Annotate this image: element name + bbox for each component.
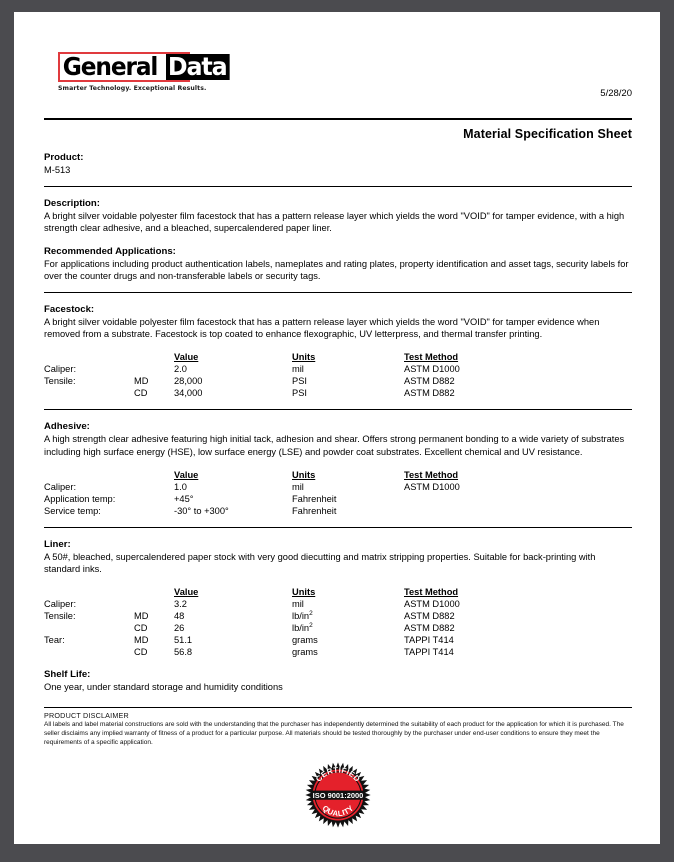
seal-top-text: CERTIFIED: [314, 765, 362, 784]
row-value: -30° to +300°: [174, 505, 229, 516]
row-test-method: ASTM D1000: [404, 364, 460, 375]
row-value: 28,000: [174, 376, 203, 387]
row-units: mil: [292, 481, 304, 492]
shelf-life-text: One year, under standard storage and humidity conditions: [44, 682, 283, 693]
col-blank-dir: [134, 469, 174, 481]
row-units: Fahrenheit: [292, 493, 337, 504]
row-units: [292, 646, 404, 658]
row-value: 34,000: [174, 388, 203, 399]
liner-table-body: [44, 598, 632, 658]
row-units-text: mil: [292, 599, 304, 610]
adhesive-table: [44, 469, 632, 517]
row-units: PSI: [292, 376, 307, 387]
disclaimer-text: All labels and label material constructions are sold with the understanding that the purchaser has independently determined the suitability of each product for the application for which it is purchased. The seller disclaims any implied warranty of fitness of a product for a particular purpose. All materials should be tested thoroughly by the purchaser under end-user conditions to ensure they meet the requirements of a specific application.: [44, 721, 624, 746]
recommended-applications-text: For applications including product authentication labels, nameplates and rating plates, property identification and asset tags, security labels for over the counter drugs and non-transferable labels or security tags.: [44, 258, 629, 281]
row-units-text: grams: [292, 635, 318, 646]
row-label: Caliper:: [44, 364, 77, 375]
section-shelf-life: [44, 669, 632, 693]
page-title: Material Specification Sheet: [463, 127, 632, 141]
row-value: 26: [174, 623, 185, 634]
seal-center-text: ISO 9001:2000: [312, 791, 364, 801]
section-product: [44, 152, 632, 176]
liner-heading: Liner:: [44, 538, 71, 550]
row-units: [292, 598, 404, 610]
row-direction: MD: [134, 376, 149, 387]
row-value: +45°: [174, 493, 194, 504]
row-test-method: ASTM D882: [404, 388, 455, 399]
product-value: M-513: [44, 165, 71, 175]
divider-after-adhesive: [44, 527, 632, 528]
liner-text: A 50#, bleached, supercalendered paper stock with very good diecutting and matrix stripping properties. Suitable for back-printing with standard inks.: [44, 551, 596, 575]
row-value: 48: [174, 611, 185, 622]
divider-after-applications: [44, 292, 632, 293]
iso-certification-seal-icon: [304, 761, 372, 829]
row-test-method: ASTM D1000: [404, 481, 460, 492]
logo-box: [58, 52, 227, 82]
row-label: [44, 622, 134, 634]
row-direction: [134, 481, 174, 493]
row-direction: MD: [134, 635, 149, 646]
logo-text-general: General: [60, 54, 158, 80]
table-row: [44, 493, 632, 505]
seal-graphic: [304, 761, 372, 829]
table-row: [44, 622, 632, 634]
shelf-life-heading: Shelf Life:: [44, 669, 91, 681]
table-header-row: [44, 586, 632, 598]
document-page: [14, 12, 660, 844]
row-test-method: ASTM D882: [404, 611, 455, 622]
row-test-method: ASTM D1000: [404, 599, 460, 610]
document-content: [44, 42, 632, 829]
section-facestock: [44, 304, 632, 399]
row-label: Caliper:: [44, 599, 77, 610]
section-description: [44, 198, 632, 234]
logo-tagline: Smarter Technology. Exceptional Results.: [58, 85, 207, 92]
table-row: [44, 505, 632, 517]
col-blank: [44, 351, 134, 363]
document-date: 5/28/20: [600, 88, 632, 99]
certification-seal-container: [44, 761, 632, 829]
product-heading: Product:: [44, 152, 84, 163]
description-heading: Description:: [44, 198, 100, 210]
row-value: 3.2: [174, 599, 187, 610]
divider-after-facestock: [44, 409, 632, 410]
logo-text-data: Data: [166, 54, 229, 80]
table-row: [44, 610, 632, 622]
divider-after-product: [44, 186, 632, 187]
row-units: [292, 610, 404, 622]
col-test-method: Test Method: [404, 469, 459, 480]
row-direction: [134, 493, 174, 505]
col-test-method: Test Method: [404, 352, 459, 363]
company-logo: [58, 52, 227, 92]
recommended-applications-heading: Recommended Applications:: [44, 245, 176, 257]
col-value: Value: [174, 587, 199, 598]
disclaimer-title: PRODUCT DISCLAIMER: [44, 711, 129, 721]
table-row: [44, 634, 632, 646]
col-units: Units: [292, 352, 316, 363]
col-blank: [44, 586, 134, 598]
facestock-table-body: [44, 363, 632, 399]
table-row: [44, 363, 632, 375]
row-value: 1.0: [174, 481, 187, 492]
row-label: Tensile:: [44, 611, 76, 622]
liner-table: [44, 586, 632, 658]
row-test-method: TAPPI T414: [404, 635, 454, 646]
row-direction: [134, 363, 174, 375]
document-header: [44, 42, 632, 112]
adhesive-table-body: [44, 481, 632, 517]
facestock-text: A bright silver voidable polyester film facestock that has a pattern release layer which yields the word "VOID" for tamper evidence when removed from a substrate. Facestock is top coated to enhance flexographic, UV letterpress, and thermal transfer printing.: [44, 317, 600, 340]
adhesive-text: A high strength clear adhesive featuring high initial tack, adhesion and shear. Offers strong permanent bonding to a wide variety of substrates including high surface energy (HSE), low surface energy (LSE) and powder coat substrates. Excellent chemical and UV resistance.: [44, 434, 625, 457]
row-units: [292, 634, 404, 646]
adhesive-heading: Adhesive:: [44, 421, 90, 433]
row-direction: [134, 598, 174, 610]
row-units-text: grams: [292, 647, 318, 658]
row-units: mil: [292, 364, 304, 375]
row-direction: CD: [134, 388, 148, 399]
row-value: 2.0: [174, 364, 187, 375]
col-test-method: Test Method: [404, 587, 459, 598]
row-label: [44, 387, 134, 399]
row-test-method: [404, 505, 632, 517]
col-units: Units: [292, 469, 316, 480]
col-value: Value: [174, 352, 199, 363]
col-blank-dir: [134, 586, 174, 598]
row-units-exponent: 2: [309, 622, 313, 630]
row-value: 51.1: [174, 635, 193, 646]
row-units: [292, 622, 404, 634]
row-units-text: lb/in: [292, 623, 310, 634]
table-header-row: [44, 469, 632, 481]
row-value: 56.8: [174, 647, 193, 658]
row-label: Application temp:: [44, 493, 116, 504]
row-label: Tear:: [44, 635, 65, 646]
table-row: [44, 646, 632, 658]
row-label: [44, 646, 134, 658]
col-blank-dir: [134, 351, 174, 363]
row-direction: [134, 505, 174, 517]
table-row: [44, 598, 632, 610]
row-label: Caliper:: [44, 481, 77, 492]
facestock-heading: Facestock:: [44, 304, 95, 316]
row-units: Fahrenheit: [292, 505, 337, 516]
row-direction: MD: [134, 611, 149, 622]
facestock-table: [44, 351, 632, 399]
col-value: Value: [174, 469, 199, 480]
table-row: [44, 375, 632, 387]
col-units: Units: [292, 587, 316, 598]
divider-before-disclaimer: [44, 707, 632, 708]
row-label: Service temp:: [44, 505, 101, 516]
section-liner: [44, 539, 632, 658]
row-direction: CD: [134, 623, 148, 634]
table-row: [44, 387, 632, 399]
seal-bottom-text: QUALITY: [320, 803, 356, 819]
row-direction: CD: [134, 647, 148, 658]
table-header-row: [44, 351, 632, 363]
row-test-method: TAPPI T414: [404, 647, 454, 658]
row-test-method: [404, 493, 632, 505]
section-adhesive: [44, 421, 632, 516]
header-divider: [44, 118, 632, 120]
row-units-text: lb/in: [292, 611, 310, 622]
row-test-method: ASTM D882: [404, 623, 455, 634]
row-units-exponent: 2: [309, 610, 313, 618]
section-recommended-applications: [44, 246, 632, 282]
col-blank: [44, 469, 134, 481]
table-row: [44, 481, 632, 493]
row-label: Tensile:: [44, 376, 76, 387]
row-test-method: ASTM D882: [404, 376, 455, 387]
row-units: PSI: [292, 388, 307, 399]
description-text: A bright silver voidable polyester film facestock that has a pattern release layer which yields the word "VOID" for tamper evidence, with a high strength clear adhesive, and a bleached, supercalendered paper liner.: [44, 211, 625, 234]
